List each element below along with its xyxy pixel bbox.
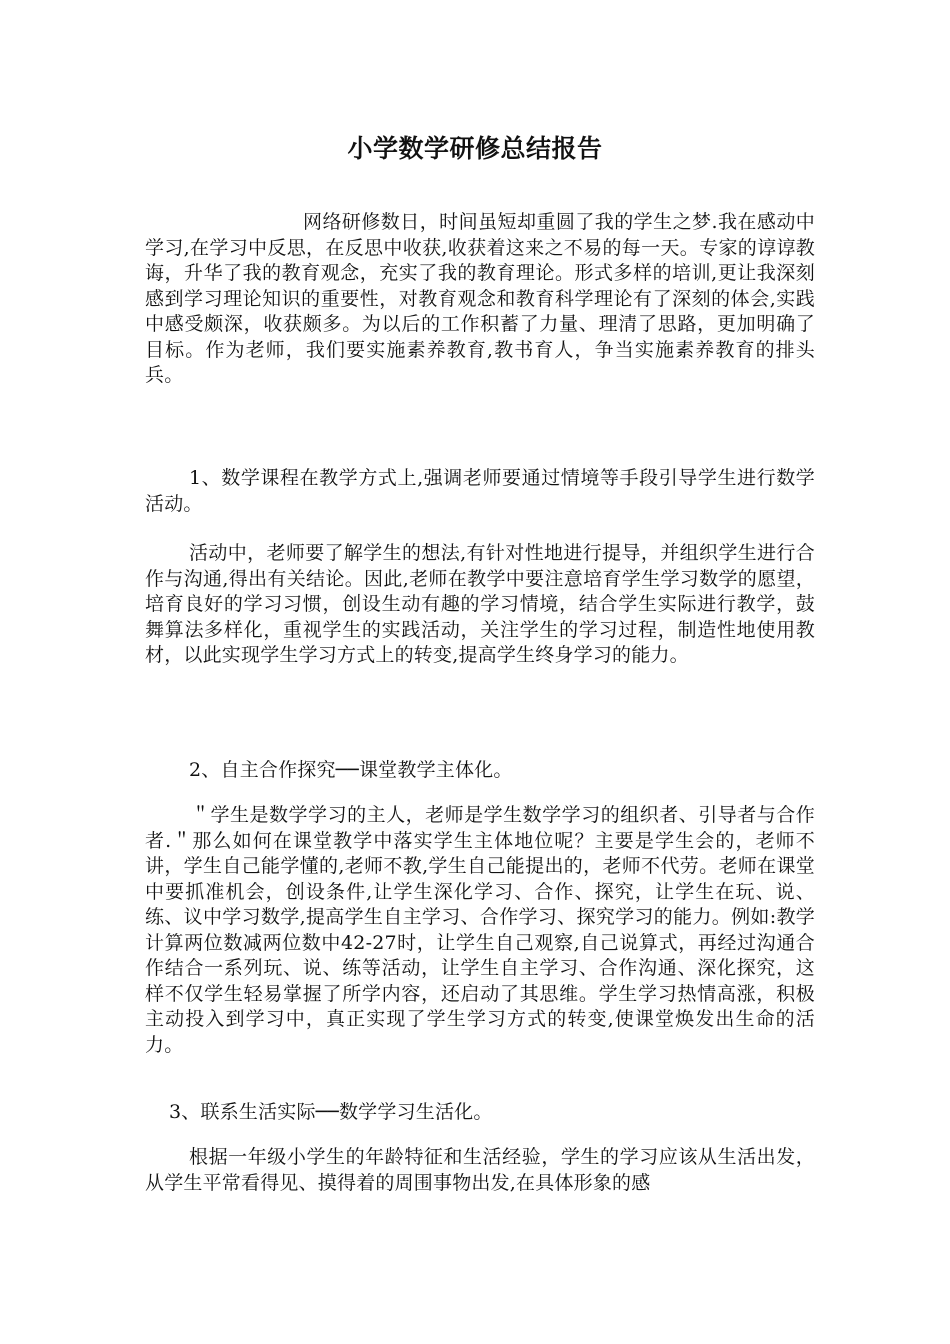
section-1-heading: 1、数学课程在教学方式上,强调老师要通过情境等手段引导学生进行数学活动。 — [145, 467, 815, 515]
intro-paragraph: 网络研修数日，时间虽短却重圆了我的学生之梦.我在感动中学习,在学习中反思，在反思中收获,收获着这来之不易的每一天。专家的谆谆教诲，升华了我的教育观念，充实了我的教育理论。形式多样的培训,更让我深刻感到学习理论知识的重要性，对教育观念和教育科学理论有了深刻的体会,实践中感受颇深，收获颇多。为以后的工作积蓄了力量、理清了思路，更加明确了目标。作为老师，我们要实施素养教育,教书育人，争当实施素养教育的排头兵。 — [145, 211, 815, 386]
section-2-paragraph: ＂学生是数学学习的主人，老师是学生数学学习的组织者、引导者与合作者.＂那么如何在课堂教学中落实学生主体地位呢？主要是学生会的，老师不讲，学生自己能学懂的,老师不教,学生自己能提出的，老师不代劳。老师在课堂中要抓准机会，创设条件,让学生深化学习、合作、探究，让学生在玩、说、练、议中学习数学,提高学生自主学习、合作学习、探究学习的能力。例如:教学计算两位数减两位数中42-27时，让学生自己观察,自己说算式，再经过沟通合作结合一系列玩、说、练等活动，让学生自主学习、合作沟通、深化探究，这样不仅学生轻易掌握了所学内容，还启动了其思维。学生学习热情高涨，积极主动投入到学习中，真正实现了学生学习方式的转变,使课堂焕发出生命的活力。 — [145, 804, 815, 1056]
section-3-paragraph: 根据一年级小学生的年龄特征和生活经验，学生的学习应该从生活出发，从学生平常看得见、摸得着的周围事物出发,在具体形象的感 — [145, 1146, 815, 1194]
section-3-heading: 3、联系生活实际──数学学习生活化。 — [169, 1101, 493, 1123]
section-2-heading: 2、自主合作探究──课堂教学主体化。 — [189, 759, 513, 781]
section-1-paragraph: 活动中，老师要了解学生的想法,有针对性地进行提导，并组织学生进行合作与沟通,得出有关结论。因此,老师在教学中要注意培育学生学习数学的愿望，培育良好的学习习惯，创设生动有趣的学习情境，结合学生实际进行教学，鼓舞算法多样化，重视学生的实践活动，关注学生的学习过程，制造性地使用教材，以此实现学生学习方式上的转变,提高学生终身学习的能力。 — [145, 542, 815, 666]
document-title: 小学数学研修总结报告 — [347, 134, 603, 163]
